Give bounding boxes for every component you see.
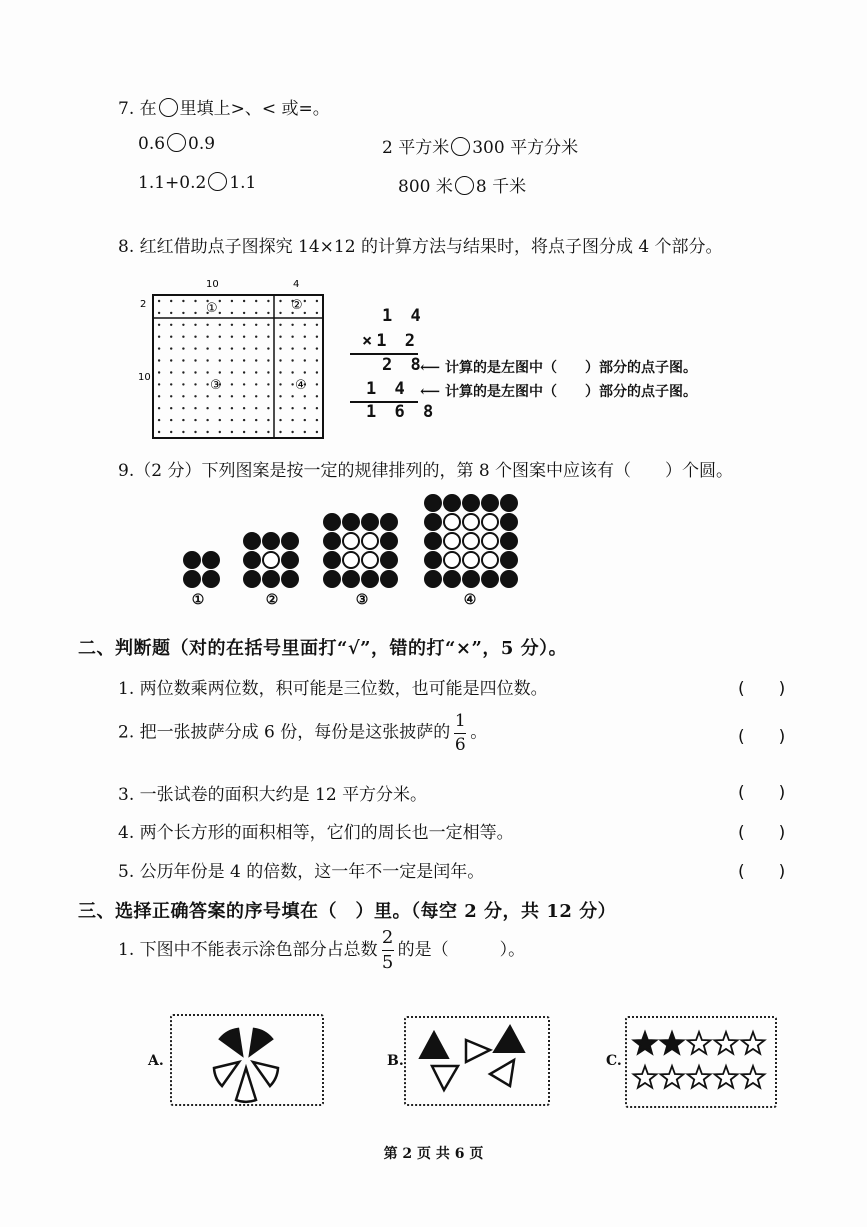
filled-circle bbox=[425, 571, 441, 587]
filled-circle bbox=[381, 571, 397, 587]
grid-dot bbox=[291, 431, 293, 433]
filled-circle bbox=[362, 514, 378, 530]
filled-circle bbox=[381, 533, 397, 549]
grid-dot bbox=[255, 395, 257, 397]
filled-circle bbox=[282, 571, 298, 587]
grid-dot bbox=[158, 383, 160, 385]
filled-circle bbox=[463, 571, 479, 587]
grid-dot bbox=[243, 324, 245, 326]
hollow-circle bbox=[482, 552, 498, 568]
filled-circle bbox=[381, 552, 397, 568]
star-empty-icon bbox=[688, 1032, 711, 1054]
grid-dot bbox=[255, 371, 257, 373]
star-empty-icon bbox=[742, 1066, 765, 1088]
triangle-shaded bbox=[494, 1026, 524, 1052]
arrow-note-2: ⟵ 计算的是左图中（ ）部分的点子图。 bbox=[420, 384, 697, 400]
grid-dot bbox=[219, 336, 221, 338]
grid-dots bbox=[158, 300, 318, 433]
grid-dot bbox=[219, 312, 221, 314]
grid-dot bbox=[182, 383, 184, 385]
grid-dot bbox=[291, 419, 293, 421]
filled-circle bbox=[425, 552, 441, 568]
grid-dot bbox=[255, 312, 257, 314]
grid-dot bbox=[231, 336, 233, 338]
grid-dot bbox=[219, 431, 221, 433]
grid-dot bbox=[243, 300, 245, 302]
grid-dot bbox=[279, 383, 281, 385]
grid-part-4-label: ④ bbox=[295, 378, 307, 393]
grid-dot bbox=[170, 419, 172, 421]
stars-figure bbox=[627, 1018, 775, 1106]
grid-dot bbox=[279, 347, 281, 349]
grid-dot bbox=[170, 383, 172, 385]
grid-dot bbox=[316, 359, 318, 361]
grid-dot bbox=[219, 407, 221, 409]
triangle-empty bbox=[490, 1060, 514, 1086]
answer-circle[interactable] bbox=[208, 172, 227, 191]
grid-dot bbox=[206, 324, 208, 326]
grid-dot bbox=[206, 407, 208, 409]
star-filled-icon bbox=[634, 1032, 657, 1054]
grid-dot bbox=[316, 431, 318, 433]
filled-circle bbox=[203, 552, 219, 568]
mult-line-3: 2 8 bbox=[382, 355, 425, 375]
answer-circle[interactable] bbox=[159, 98, 178, 117]
grid-dot bbox=[279, 407, 281, 409]
option-c-label[interactable]: C. bbox=[606, 1053, 622, 1069]
filled-circle bbox=[343, 514, 359, 530]
grid-dot bbox=[243, 407, 245, 409]
q7-item-2: 2 平方米 300 平方分米 bbox=[382, 138, 579, 158]
grid-dot bbox=[194, 336, 196, 338]
grid-dot bbox=[255, 407, 257, 409]
grid-dot bbox=[243, 347, 245, 349]
grid-dot bbox=[158, 431, 160, 433]
q7-title: 7. 在 里填上>、< 或=。 bbox=[118, 99, 330, 119]
grid-dot bbox=[291, 383, 293, 385]
filled-circle bbox=[501, 571, 517, 587]
grid-dot bbox=[243, 371, 245, 373]
grid-dot bbox=[243, 395, 245, 397]
star-empty-icon bbox=[661, 1066, 684, 1088]
grid-dot bbox=[304, 431, 306, 433]
grid-part-1-label: ① bbox=[206, 301, 218, 316]
filled-circle bbox=[381, 514, 397, 530]
grid-dot bbox=[170, 371, 172, 373]
hollow-circle bbox=[444, 514, 460, 530]
grid-dot bbox=[267, 312, 269, 314]
grid-dot bbox=[170, 300, 172, 302]
fraction-two-fifths: $\frac{2}{5}$ bbox=[381, 927, 394, 973]
grid-dot bbox=[170, 407, 172, 409]
grid-dot bbox=[291, 324, 293, 326]
grid-top-label-1: 10 bbox=[206, 279, 219, 290]
page-footer: 第 2 页 共 6 页 bbox=[383, 1146, 484, 1162]
grid-dot bbox=[243, 383, 245, 385]
grid-dot bbox=[182, 371, 184, 373]
option-a-box[interactable] bbox=[170, 1014, 324, 1106]
grid-dot bbox=[304, 324, 306, 326]
dot-grid-figure bbox=[140, 272, 340, 444]
fan-blades-figure bbox=[172, 1016, 322, 1104]
triangle-empty bbox=[466, 1040, 490, 1062]
s2-item-5: 5. 公历年份是 4 的倍数，这一年不一定是闰年。 bbox=[118, 862, 485, 882]
grid-dot bbox=[255, 383, 257, 385]
grid-dot bbox=[206, 383, 208, 385]
star-empty-icon bbox=[688, 1066, 711, 1088]
grid-dot bbox=[170, 395, 172, 397]
s3-q1: 1. 下图中不能表示涂色部分占总数 $\frac{2}{5}$ 的是（ ）。 bbox=[118, 927, 526, 973]
answer-circle[interactable] bbox=[167, 133, 186, 152]
grid-dot bbox=[194, 300, 196, 302]
fan-blade-empty bbox=[253, 1062, 278, 1086]
grid-dot bbox=[279, 359, 281, 361]
filled-circle bbox=[244, 552, 260, 568]
star-empty-icon bbox=[715, 1066, 738, 1088]
filled-circle bbox=[184, 571, 200, 587]
option-b-label[interactable]: B. bbox=[387, 1053, 404, 1069]
s2-item-4: 4. 两个长方形的面积相等，它们的周长也一定相等。 bbox=[118, 823, 514, 843]
grid-dot bbox=[279, 419, 281, 421]
grid-part-2-label: ② bbox=[291, 298, 303, 313]
grid-dot bbox=[182, 431, 184, 433]
s2-answer-3[interactable]: ( ) bbox=[738, 783, 786, 803]
hollow-circle bbox=[362, 533, 378, 549]
fraction-one-sixth: $\frac{1}{6}$ bbox=[454, 711, 466, 755]
grid-dot bbox=[158, 371, 160, 373]
s2-answer-2[interactable]: ( ) bbox=[738, 727, 786, 747]
filled-circle bbox=[425, 514, 441, 530]
grid-dot bbox=[316, 395, 318, 397]
grid-dot bbox=[170, 324, 172, 326]
triangles-figure bbox=[406, 1018, 548, 1104]
grid-dot bbox=[231, 431, 233, 433]
filled-circle bbox=[282, 552, 298, 568]
grid-dot bbox=[206, 419, 208, 421]
grid-dot bbox=[304, 347, 306, 349]
pattern-label-1: ① bbox=[191, 592, 205, 608]
grid-dot bbox=[182, 312, 184, 314]
grid-dot bbox=[158, 347, 160, 349]
grid-dot bbox=[291, 395, 293, 397]
grid-dot bbox=[243, 312, 245, 314]
grid-dot bbox=[219, 395, 221, 397]
grid-dot bbox=[267, 371, 269, 373]
section-3-title: 三、选择正确答案的序号填在（ ）里。（每空 2 分，共 12 分） bbox=[78, 901, 617, 922]
grid-dot bbox=[170, 336, 172, 338]
grid-dot bbox=[316, 383, 318, 385]
hollow-circle bbox=[482, 533, 498, 549]
grid-dot bbox=[219, 300, 221, 302]
star-empty-icon bbox=[742, 1032, 765, 1054]
filled-circle bbox=[244, 533, 260, 549]
filled-circle bbox=[324, 514, 340, 530]
grid-dot bbox=[243, 359, 245, 361]
filled-circle bbox=[482, 571, 498, 587]
grid-dot bbox=[182, 359, 184, 361]
grid-dot bbox=[194, 371, 196, 373]
grid-top-label-2: 4 bbox=[293, 279, 300, 290]
grid-border bbox=[153, 295, 323, 438]
grid-dot bbox=[267, 383, 269, 385]
grid-dot bbox=[231, 312, 233, 314]
grid-dot bbox=[182, 407, 184, 409]
hollow-circle bbox=[463, 514, 479, 530]
grid-dot bbox=[316, 347, 318, 349]
grid-dot bbox=[194, 359, 196, 361]
fan-blade-empty bbox=[214, 1062, 239, 1086]
grid-dot bbox=[255, 431, 257, 433]
section-2-title: 二、判断题（对的在括号里面打“√”，错的打“×”，5 分）。 bbox=[78, 638, 568, 659]
filled-circle bbox=[444, 495, 460, 511]
grid-dot bbox=[316, 336, 318, 338]
grid-dot bbox=[231, 324, 233, 326]
grid-dot bbox=[206, 371, 208, 373]
filled-circle bbox=[263, 571, 279, 587]
q7-item-3: 1.1+0.2 1.1 bbox=[138, 173, 257, 193]
filled-circle bbox=[282, 533, 298, 549]
grid-dot bbox=[267, 395, 269, 397]
grid-dot bbox=[255, 347, 257, 349]
grid-dot bbox=[304, 371, 306, 373]
grid-dot bbox=[158, 324, 160, 326]
filled-circle bbox=[324, 533, 340, 549]
filled-circle bbox=[263, 533, 279, 549]
q7-item-1: 0.6 0.9 bbox=[138, 134, 216, 154]
grid-dot bbox=[279, 300, 281, 302]
grid-dot bbox=[316, 312, 318, 314]
hollow-circle bbox=[343, 552, 359, 568]
answer-circle[interactable] bbox=[451, 137, 470, 156]
grid-dot bbox=[243, 431, 245, 433]
grid-dot bbox=[158, 312, 160, 314]
left-arrow-icon: ⟵ bbox=[420, 360, 441, 376]
fan-blade-shaded bbox=[250, 1029, 272, 1055]
grid-dot bbox=[194, 312, 196, 314]
q7-item-4: 800 米 8 千米 bbox=[398, 177, 527, 197]
s2-item-2: 2. 把一张披萨分成 6 份，每份是这张披萨的 $\frac{1}{6}$ 。 bbox=[118, 711, 488, 755]
grid-dot bbox=[182, 419, 184, 421]
grid-dot bbox=[279, 395, 281, 397]
hollow-circle bbox=[263, 552, 279, 568]
filled-circle bbox=[244, 571, 260, 587]
filled-circle bbox=[501, 533, 517, 549]
grid-dot bbox=[316, 324, 318, 326]
grid-dot bbox=[231, 383, 233, 385]
grid-dot bbox=[182, 347, 184, 349]
grid-dot bbox=[194, 324, 196, 326]
grid-dot bbox=[194, 407, 196, 409]
grid-dot bbox=[304, 359, 306, 361]
mult-line-2: ×1 2 bbox=[362, 331, 419, 351]
grid-dot bbox=[243, 336, 245, 338]
grid-dot bbox=[267, 300, 269, 302]
filled-circle bbox=[203, 571, 219, 587]
s2-answer-1[interactable]: ( ) bbox=[738, 679, 786, 699]
grid-dot bbox=[231, 347, 233, 349]
grid-dot bbox=[231, 371, 233, 373]
fan-blade-empty bbox=[236, 1068, 256, 1102]
pattern-label-2: ② bbox=[265, 592, 279, 608]
grid-dot bbox=[267, 336, 269, 338]
hollow-circle bbox=[463, 552, 479, 568]
grid-dot bbox=[255, 419, 257, 421]
grid-dot bbox=[255, 359, 257, 361]
grid-dot bbox=[316, 371, 318, 373]
grid-dot bbox=[194, 383, 196, 385]
grid-dot bbox=[182, 395, 184, 397]
grid-dot bbox=[158, 359, 160, 361]
grid-dot bbox=[170, 431, 172, 433]
grid-dot bbox=[231, 359, 233, 361]
hollow-circle bbox=[463, 533, 479, 549]
filled-circle bbox=[501, 495, 517, 511]
grid-dot bbox=[158, 300, 160, 302]
grid-dot bbox=[267, 347, 269, 349]
grid-dot bbox=[291, 371, 293, 373]
pattern-label-3: ③ bbox=[355, 592, 369, 608]
grid-dot bbox=[279, 371, 281, 373]
s2-answer-5[interactable]: ( ) bbox=[738, 862, 786, 882]
arrow-note-1: ⟵ 计算的是左图中（ ）部分的点子图。 bbox=[420, 360, 697, 376]
filled-circle bbox=[362, 571, 378, 587]
grid-dot bbox=[170, 347, 172, 349]
star-empty-icon bbox=[715, 1032, 738, 1054]
grid-dot bbox=[291, 407, 293, 409]
filled-circle bbox=[343, 571, 359, 587]
s2-answer-4[interactable]: ( ) bbox=[738, 823, 786, 843]
q9-text: 9.（2 分）下列图案是按一定的规律排列的，第 8 个图案中应该有（ ）个圆。 bbox=[118, 461, 734, 481]
grid-dot bbox=[194, 347, 196, 349]
grid-dot bbox=[316, 407, 318, 409]
s2-item-1: 1. 两位数乘两位数，积可能是三位数，也可能是四位数。 bbox=[118, 679, 548, 699]
grid-dot bbox=[291, 347, 293, 349]
grid-dot bbox=[219, 419, 221, 421]
grid-dot bbox=[170, 312, 172, 314]
grid-dot bbox=[304, 407, 306, 409]
grid-dot bbox=[158, 407, 160, 409]
left-arrow-icon: ⟵ bbox=[420, 384, 441, 400]
grid-dot bbox=[304, 395, 306, 397]
grid-dot bbox=[279, 324, 281, 326]
grid-dot bbox=[291, 336, 293, 338]
filled-circle bbox=[482, 495, 498, 511]
hollow-circle bbox=[444, 533, 460, 549]
grid-dot bbox=[219, 347, 221, 349]
grid-dot bbox=[206, 359, 208, 361]
grid-dot bbox=[219, 371, 221, 373]
grid-dot bbox=[267, 419, 269, 421]
grid-dot bbox=[255, 336, 257, 338]
option-a-label[interactable]: A. bbox=[148, 1053, 164, 1069]
triangle-shaded bbox=[420, 1032, 448, 1058]
filled-circle bbox=[184, 552, 200, 568]
fan-blade-shaded bbox=[220, 1029, 242, 1055]
grid-dot bbox=[291, 359, 293, 361]
hollow-circle bbox=[444, 552, 460, 568]
grid-part-3-label: ③ bbox=[210, 378, 222, 393]
grid-left-label-2: 10 bbox=[138, 372, 151, 383]
grid-dot bbox=[194, 395, 196, 397]
s2-item-3: 3. 一张试卷的面积大约是 12 平方分米。 bbox=[118, 785, 428, 805]
grid-dot bbox=[279, 312, 281, 314]
grid-dot bbox=[279, 431, 281, 433]
grid-dot bbox=[158, 336, 160, 338]
grid-dot bbox=[219, 359, 221, 361]
grid-left-label-1: 2 bbox=[140, 299, 147, 310]
filled-circle bbox=[501, 552, 517, 568]
triangle-empty bbox=[432, 1066, 458, 1090]
grid-dot bbox=[206, 395, 208, 397]
grid-dot bbox=[316, 419, 318, 421]
option-c-box[interactable] bbox=[625, 1016, 777, 1108]
dot-grid-svg bbox=[140, 272, 340, 444]
filled-circle bbox=[425, 495, 441, 511]
grid-dot bbox=[267, 407, 269, 409]
grid-dot bbox=[267, 431, 269, 433]
grid-dot bbox=[279, 336, 281, 338]
grid-dot bbox=[182, 336, 184, 338]
grid-dot bbox=[304, 312, 306, 314]
grid-dot bbox=[206, 347, 208, 349]
grid-dot bbox=[304, 336, 306, 338]
star-filled-icon bbox=[661, 1032, 684, 1054]
grid-dot bbox=[304, 419, 306, 421]
grid-dot bbox=[158, 419, 160, 421]
grid-dot bbox=[182, 300, 184, 302]
grid-dot bbox=[231, 407, 233, 409]
filled-circle bbox=[501, 514, 517, 530]
answer-circle[interactable] bbox=[455, 176, 474, 195]
filled-circle bbox=[444, 571, 460, 587]
grid-dot bbox=[194, 431, 196, 433]
pattern-label-4: ④ bbox=[463, 592, 477, 608]
grid-dot bbox=[206, 336, 208, 338]
grid-dot bbox=[182, 324, 184, 326]
grid-dot bbox=[170, 359, 172, 361]
filled-circle bbox=[463, 495, 479, 511]
hollow-circle bbox=[343, 533, 359, 549]
grid-dot bbox=[206, 431, 208, 433]
grid-dot bbox=[158, 395, 160, 397]
q8-text: 8. 红红借助点子图探究 14×12 的计算方法与结果时，将点子图分成 4 个部分。 bbox=[118, 237, 723, 257]
grid-dot bbox=[267, 359, 269, 361]
hollow-circle bbox=[362, 552, 378, 568]
grid-dot bbox=[267, 324, 269, 326]
grid-dot bbox=[219, 324, 221, 326]
grid-dot bbox=[255, 300, 257, 302]
mult-line-5: 1 6 8 bbox=[366, 402, 438, 422]
star-empty-icon bbox=[634, 1066, 657, 1088]
hollow-circle bbox=[482, 514, 498, 530]
filled-circle bbox=[425, 533, 441, 549]
grid-dot bbox=[231, 395, 233, 397]
filled-circle bbox=[324, 552, 340, 568]
grid-dot bbox=[231, 419, 233, 421]
mult-line-1: 1 4 bbox=[382, 306, 425, 326]
grid-dot bbox=[255, 324, 257, 326]
grid-dot bbox=[243, 419, 245, 421]
mult-line-4: 1 4 bbox=[366, 379, 409, 399]
grid-dot bbox=[316, 300, 318, 302]
grid-dot bbox=[231, 300, 233, 302]
filled-circle bbox=[324, 571, 340, 587]
grid-dot bbox=[304, 300, 306, 302]
grid-dot bbox=[194, 419, 196, 421]
option-b-box[interactable] bbox=[404, 1016, 550, 1106]
